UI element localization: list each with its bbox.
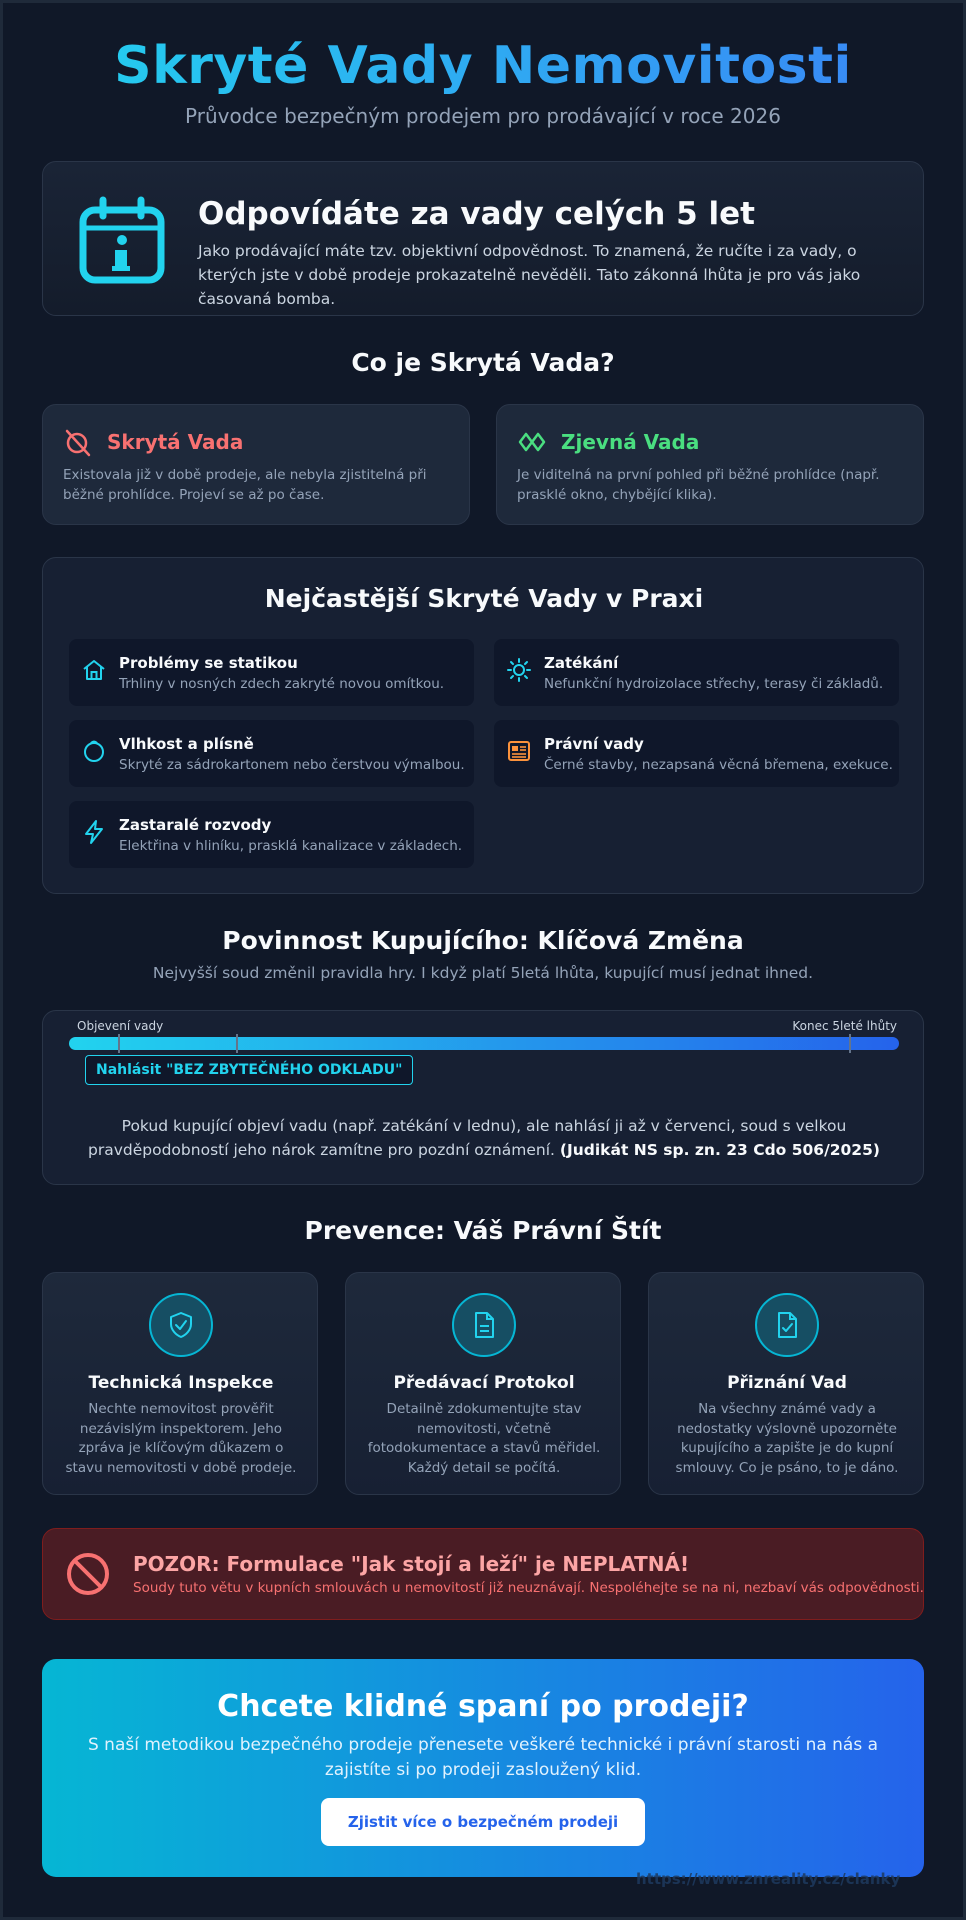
learn-more-button[interactable]: Zjistit více o bezpečném prodeji	[321, 1798, 645, 1846]
common-defects-title: Nejčastější Skryté Vady v Praxi	[264, 584, 704, 613]
item-title: Právní vady	[544, 735, 644, 753]
icon-circle	[755, 1293, 819, 1357]
timeline-start-tick	[118, 1034, 120, 1053]
timeline-bar	[69, 1037, 899, 1050]
item-title: Zastaralé rozvody	[119, 816, 272, 834]
page-header	[0, 36, 966, 128]
visible-defect-card	[496, 404, 924, 525]
court-citation: (Judikát NS sp. zn. 23 Cdo 506/2025)	[559, 1141, 880, 1159]
timeline-end-tick	[849, 1034, 851, 1053]
icon-circle	[452, 1293, 516, 1357]
liability-alert-card	[42, 161, 924, 316]
prevention-card-desc: Na všechny známé vady a nedostatky výslovně upozorněte kupujícího a zapište je do kupní smlouvy. Co je psáno, to je dáno.	[675, 1401, 899, 1476]
warning-title: POZOR: Formulace "Jak stojí a leží" je NEPLATNÁ!	[133, 1552, 690, 1576]
visible-defect-name: Zjevná Vada	[561, 430, 700, 454]
prevention-title: Prevence: Váš Právní Štít	[304, 1216, 662, 1245]
home-icon	[81, 657, 107, 683]
prohibited-icon	[65, 1551, 111, 1597]
hidden-defect-card	[42, 404, 470, 525]
page-subtitle: Průvodce bezpečným prodejem pro prodávající v roce 2026	[185, 104, 781, 128]
cta-section	[42, 1659, 924, 1877]
item-desc: Elektřina v hliníku, prasklá kanalizace v základech.	[119, 838, 463, 854]
list-item	[69, 801, 474, 868]
cta-title: Chcete klidné spaní po prodeji?	[217, 1689, 749, 1724]
sun-icon	[506, 657, 532, 683]
prevention-card-protocol	[345, 1272, 621, 1495]
list-item	[69, 639, 474, 706]
footer-url-watermark: https://www.znreality.cz/clanky	[636, 1870, 901, 1888]
timeline-explanation	[63, 1114, 905, 1162]
eye-off-icon	[63, 427, 93, 457]
prevention-card-disclosure	[648, 1272, 924, 1495]
visible-defect-desc: Je viditelná na první pohled při běžné prohlídce (např. prasklé okno, chybějící klika).	[517, 467, 880, 503]
hidden-defect-name: Skrytá Vada	[107, 430, 244, 454]
warning-banner	[42, 1528, 924, 1620]
item-desc: Skryté za sádrokartonem nebo čerstvou výmalbou.	[119, 757, 465, 773]
definition-title: Co je Skrytá Vada?	[351, 348, 615, 377]
prevention-card-title: Přiznání Vad	[727, 1373, 847, 1393]
explanation-text: Pokud kupující objeví vadu (např. zatékání v lednu), ale nahlásí ji až v červenci, soud s velkou pravděpodobností jeho nárok zamítne pro pozdní oznámení.	[88, 1117, 847, 1159]
document-icon	[469, 1310, 499, 1340]
lightning-icon	[81, 819, 107, 845]
timeline-start-label: Objevení vady	[77, 1019, 164, 1033]
document-check-icon	[772, 1310, 802, 1340]
item-desc: Nefunkční hydroizolace střechy, terasy či základů.	[544, 676, 884, 692]
list-item	[494, 720, 899, 787]
calendar-info-icon	[77, 196, 167, 286]
timeline-end-label: Konec 5leté lhůty	[792, 1019, 897, 1033]
item-desc: Černé stavby, nezapsaná věcná břemena, exekuce.	[544, 757, 893, 773]
item-desc: Trhliny v nosných zdech zakryté novou omítkou.	[119, 676, 445, 692]
icon-circle	[149, 1293, 213, 1357]
item-title: Problémy se statikou	[119, 654, 298, 672]
hidden-defect-desc: Existovala již v době prodeje, ale nebyla zjistitelná při běžné prohlídce. Projeví se až po čase.	[63, 467, 427, 503]
list-item	[69, 720, 474, 787]
item-title: Vlhkost a plísně	[119, 735, 254, 753]
alert-title: Odpovídáte za vady celých 5 let	[198, 196, 755, 232]
duty-title: Povinnost Kupujícího: Klíčová Změna	[222, 926, 744, 955]
prevention-card-title: Technická Inspekce	[88, 1373, 274, 1393]
timeline-report-tick	[236, 1034, 238, 1053]
prevention-card-desc: Detailně zdokumentujte stav nemovitosti, včetně fotodokumentace a stavů měřidel. Každý detail se počítá.	[367, 1401, 601, 1476]
report-deadline-badge: Nahlásit "BEZ ZBYTEČNÉHO ODKLADU"	[85, 1055, 413, 1085]
prevention-card-title: Předávací Protokol	[393, 1373, 575, 1393]
item-title: Zatékání	[544, 654, 619, 672]
prevention-card-inspection	[42, 1272, 318, 1495]
newspaper-icon	[506, 738, 532, 764]
timeline-card	[42, 1010, 924, 1185]
page-title: Skryté Vady Nemovitosti	[0, 36, 966, 96]
list-item	[494, 639, 899, 706]
prevention-card-desc: Nechte nemovitost prověřit nezávislým inspektorem. Jeho zpráva je klíčovým důkazem o stavu nemovitosti v době prodeje.	[65, 1401, 297, 1476]
shield-check-icon	[166, 1310, 196, 1340]
cta-text: S naší metodikou bezpečného prodeje přenesete veškeré technické i právní starosti na nás a zajistíte si po prodeji zasloužený klid.	[87, 1735, 879, 1780]
warning-text: Soudy tuto větu v kupních smlouvách u nemovitostí již neuznávají. Nespoléhejte se na ni, nezbaví vás odpovědnosti.	[133, 1580, 924, 1596]
duty-subtitle: Nejvyšší soud změnil pravidla hry. I když platí 5letá lhůta, kupující musí jednat ihned.	[152, 964, 814, 982]
eye-icon	[517, 427, 547, 457]
common-defects-panel	[42, 557, 924, 894]
droplet-icon	[81, 738, 107, 764]
alert-text: Jako prodávající máte tzv. objektivní odpovědnost. To znamená, že ručíte i za vady, o kterých jste v době prodeje prokazatelně nevěděli. Tato zákonná lhůta je pro vás jako časovaná bomba.	[198, 242, 861, 308]
